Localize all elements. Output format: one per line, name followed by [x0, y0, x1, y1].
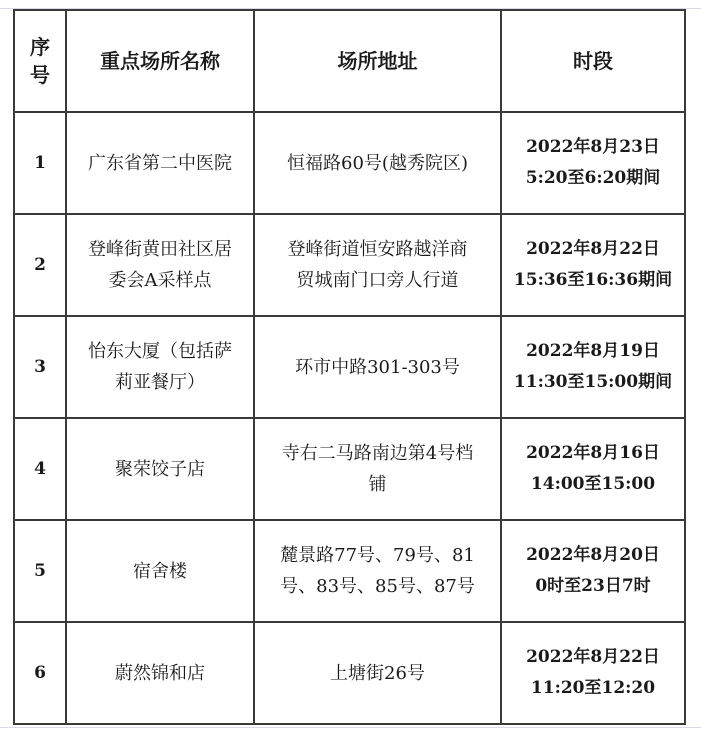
row-name: 宿舍楼 [66, 520, 254, 622]
row-period: 2022年8月22日 15:36至16:36期间 [501, 214, 685, 316]
header-index: 序 号 [14, 10, 66, 112]
row-name: 怡东大厦（包括萨 莉亚餐厅） [66, 316, 254, 418]
key-locations-table [13, 9, 686, 725]
page-guide-line [0, 727, 701, 728]
header-address: 场所地址 [254, 10, 501, 112]
table-row [14, 622, 685, 724]
table-row [14, 112, 685, 214]
row-address: 环市中路301-303号 [254, 316, 501, 418]
row-address: 恒福路60号(越秀院区) [254, 112, 501, 214]
row-address: 麓景路77号、79号、81 号、83号、85号、87号 [254, 520, 501, 622]
row-name: 登峰街黄田社区居 委会A采样点 [66, 214, 254, 316]
row-period: 2022年8月23日 5:20至6:20期间 [501, 112, 685, 214]
row-index: 6 [14, 622, 66, 724]
row-index: 4 [14, 418, 66, 520]
table-row [14, 214, 685, 316]
table-header-row [14, 10, 685, 112]
row-index: 1 [14, 112, 66, 214]
row-address: 上塘街26号 [254, 622, 501, 724]
table-row [14, 520, 685, 622]
row-address: 寺右二马路南边第4号档 铺 [254, 418, 501, 520]
table-row [14, 316, 685, 418]
row-address: 登峰街道恒安路越洋商 贸城南门口旁人行道 [254, 214, 501, 316]
row-period: 2022年8月19日 11:30至15:00期间 [501, 316, 685, 418]
row-name: 广东省第二中医院 [66, 112, 254, 214]
header-name: 重点场所名称 [66, 10, 254, 112]
row-name: 聚荣饺子店 [66, 418, 254, 520]
row-period: 2022年8月22日 11:20至12:20 [501, 622, 685, 724]
row-period: 2022年8月20日 0时至23日7时 [501, 520, 685, 622]
row-index: 2 [14, 214, 66, 316]
table-row [14, 418, 685, 520]
row-index: 5 [14, 520, 66, 622]
header-period: 时段 [501, 10, 685, 112]
row-period: 2022年8月16日 14:00至15:00 [501, 418, 685, 520]
row-index: 3 [14, 316, 66, 418]
row-name: 蔚然锦和店 [66, 622, 254, 724]
